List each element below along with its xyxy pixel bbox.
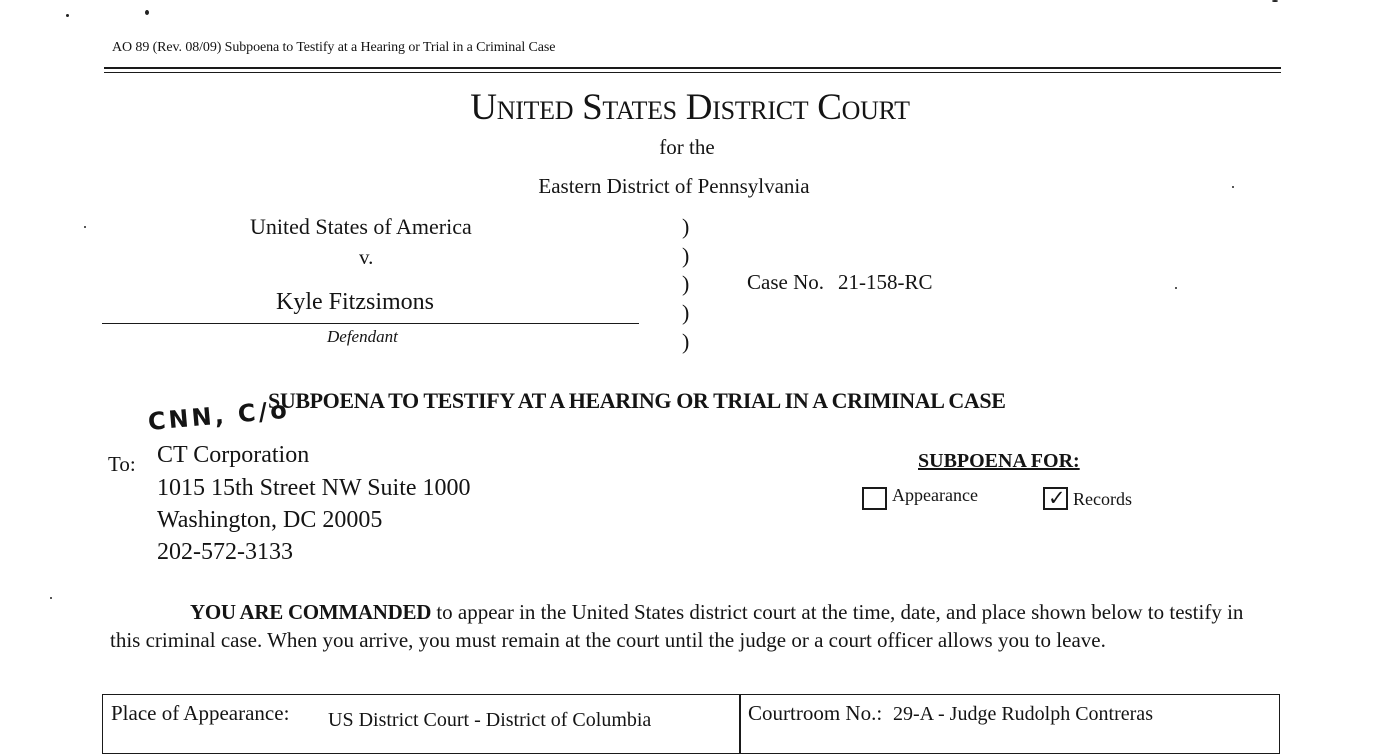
- records-checkbox[interactable]: [1043, 487, 1068, 510]
- case-number-value: 21-158-RC: [838, 270, 933, 294]
- court-title: [0, 86, 1386, 129]
- scan-speck: [66, 14, 69, 17]
- check-icon: ✓: [1048, 486, 1066, 510]
- appearance-label: Appearance: [892, 485, 978, 505]
- subpoena-for-heading: SUBPOENA FOR:: [918, 450, 1080, 472]
- appearance-checkbox[interactable]: [862, 487, 887, 510]
- to-label: To:: [108, 452, 136, 476]
- district-name: Eastern District of Pennsylvania: [538, 174, 810, 198]
- recipient-street: 1015 15th Street NW Suite 1000: [157, 475, 471, 501]
- recipient-city: Washington, DC 20005: [157, 507, 383, 533]
- records-label: Records: [1073, 489, 1132, 509]
- scan-speck: [1272, 0, 1278, 2]
- recipient-phone: 202-572-3133: [157, 539, 293, 565]
- courtroom-value: 29-A - Judge Rudolph Contreras: [893, 703, 1153, 725]
- command-lead: YOU ARE COMMANDED: [190, 600, 432, 624]
- defendant-underline: [102, 323, 639, 324]
- caption-paren: ): [682, 271, 690, 296]
- form-identifier: AO 89 (Rev. 08/09) Subpoena to Testify at a Hearing or Trial in a Criminal Case: [112, 40, 556, 55]
- case-number: [747, 270, 933, 295]
- recipient-name: CT Corporation: [157, 442, 310, 468]
- courtroom-label: Courtroom No.:: [748, 701, 883, 725]
- place-label: Place of Appearance:: [111, 701, 290, 725]
- command-paragraph: [110, 598, 1260, 654]
- command-body: to appear in the United States district court at the time, date, and place shown below to testify in this criminal case. When you arrive, you must remain at the court until the judge or a court officer allows you to leave.: [110, 600, 1244, 652]
- caption-paren: ): [682, 214, 690, 239]
- scan-speck: [84, 226, 86, 228]
- scan-speck: [50, 597, 52, 599]
- handwritten-note: CNN, C/o: [146, 395, 291, 436]
- case-number-label: Case No.: [747, 270, 824, 294]
- plaintiff-name: United States of America: [250, 214, 472, 239]
- scan-speck: [145, 10, 149, 15]
- place-value: US District Court - District of Columbia: [328, 709, 652, 731]
- defendant-label: Defendant: [327, 327, 398, 346]
- caption-paren: ): [682, 243, 690, 268]
- header-rule: [104, 72, 1281, 73]
- caption-paren: ): [682, 300, 690, 325]
- versus-text: v.: [359, 245, 374, 269]
- appearance-table: [102, 694, 1280, 754]
- subpoena-title: SUBPOENA TO TESTIFY AT A HEARING OR TRIAL IN A CRIMINAL CASE: [268, 388, 1006, 413]
- scan-speck: [1175, 287, 1177, 289]
- table-divider: [739, 695, 741, 753]
- header-rule: [104, 67, 1281, 69]
- court-title-text: United States District Court: [470, 87, 910, 128]
- caption-paren: ): [682, 329, 690, 354]
- defendant-name: Kyle Fitzsimons: [276, 289, 435, 315]
- for-the-text: for the: [659, 135, 715, 159]
